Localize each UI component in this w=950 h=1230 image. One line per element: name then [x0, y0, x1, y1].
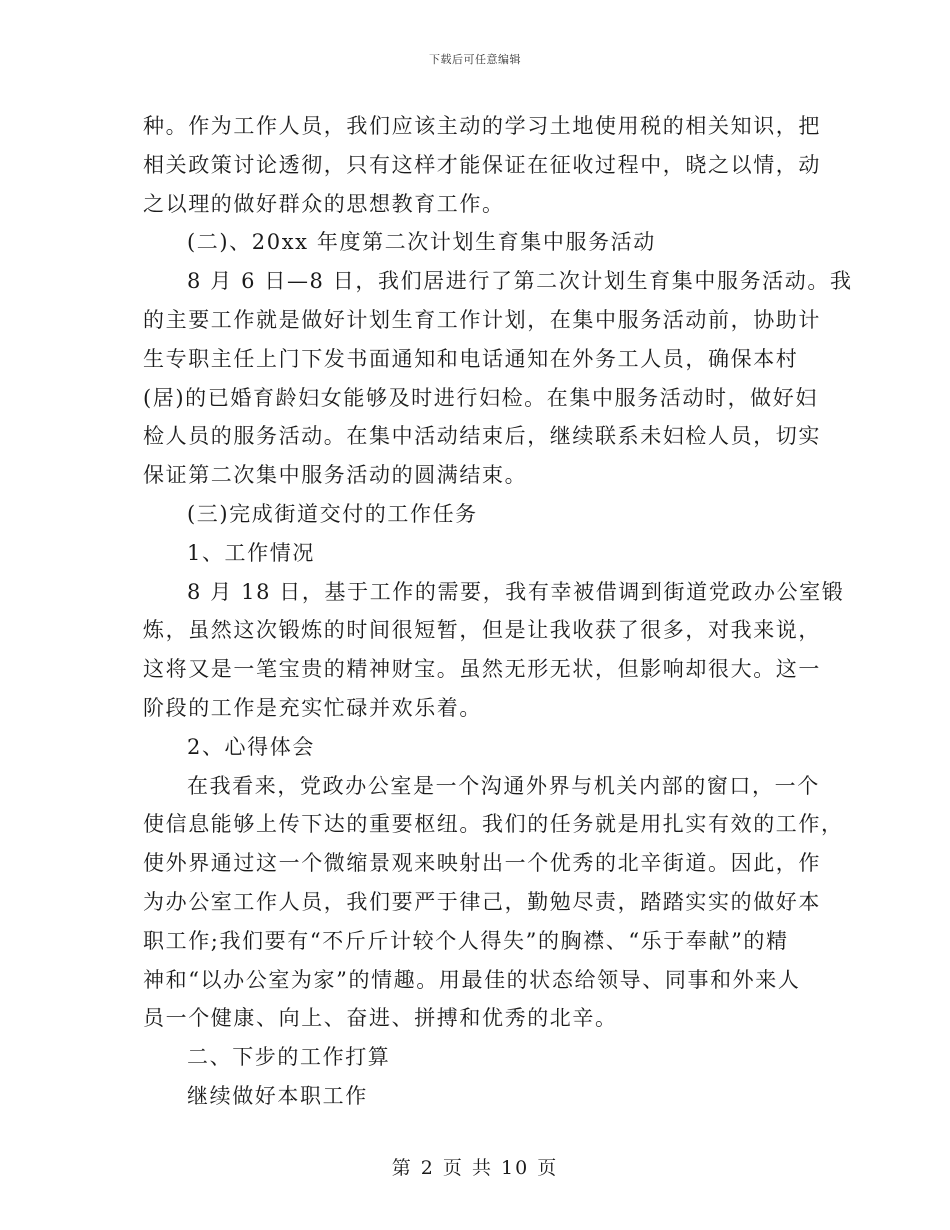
text-line: 种。作为工作人员，我们应该主动的学习土地使用税的相关知识，把 [143, 114, 821, 138]
text-line: 这将又是一笔宝贵的精神财宝。虽然无形无状，但影响却很大。这一 [143, 657, 821, 682]
document-body [143, 107, 853, 1116]
text-line: 炼，虽然这次锻炼的时间很短暂，但是让我收获了很多，对我来说， [143, 618, 821, 643]
header-note: 下载后可任意编辑 [429, 53, 521, 66]
text-line: 二、下步的工作打算 [187, 1045, 391, 1070]
text-line: 8 月 18 日，基于工作的需要，我有幸被借调到街道党政办公室锻 [187, 579, 845, 604]
text-line: 继续做好本职工作 [187, 1083, 368, 1108]
text-line: (二)、20xx 年度第二次计划生育集中服务活动 [187, 230, 656, 255]
text-line: 使外界通过这一个微缩景观来映射出一个优秀的北辛街道。因此，作 [143, 851, 821, 876]
text-line: 在我看来，党政办公室是一个沟通外界与机关内部的窗口，一个 [187, 773, 820, 798]
text-line: 保证第二次集中服务活动的圆满结束。 [143, 463, 528, 488]
text-line: (三)完成街道交付的工作任务 [187, 501, 478, 526]
text-line: 职工作;我们要有“不斤斤计较个人得失”的胸襟、“乐于奉献”的精 [143, 928, 789, 953]
text-line: 1、工作情况 [187, 540, 315, 565]
text-line: 的主要工作就是做好计划生育工作计划，在集中服务活动前，协助计 [143, 307, 821, 332]
text-line: 之以理的做好群众的思想教育工作。 [143, 191, 505, 216]
page-footer: 第 2 页 共 10 页 [391, 1157, 559, 1179]
text-line: 生专职主任上门下发书面通知和电话通知在外务工人员，确保本村 [143, 346, 799, 371]
text-line: 2、心得体会 [187, 734, 315, 759]
text-line: 员一个健康、向上、奋进、拼搏和优秀的北辛。 [143, 1006, 618, 1031]
text-line: 阶段的工作是充实忙碌并欢乐着。 [143, 695, 482, 720]
text-line: 为办公室工作人员，我们要严于律己，勤勉尽责，踏踏实实的做好本 [143, 889, 821, 914]
text-line: (居)的已婚育龄妇女能够及时进行妇检。在集中服务活动时，做好妇 [143, 385, 818, 410]
text-line: 神和“以办公室为家”的情趣。用最佳的状态给领导、同事和外来人 [143, 967, 801, 992]
text-line: 8 月 6 日—8 日，我们居进行了第二次计划生育集中服务活动。我 [187, 269, 853, 294]
text-line: 使信息能够上传下达的重要枢纽。我们的任务就是用扎实有效的工作， [143, 812, 844, 837]
text-line: 相关政策讨论透彻，只有这样才能保证在征收过程中，晓之以情，动 [143, 152, 821, 177]
text-line: 检人员的服务活动。在集中活动结束后，继续联系未妇检人员，切实 [143, 424, 821, 449]
